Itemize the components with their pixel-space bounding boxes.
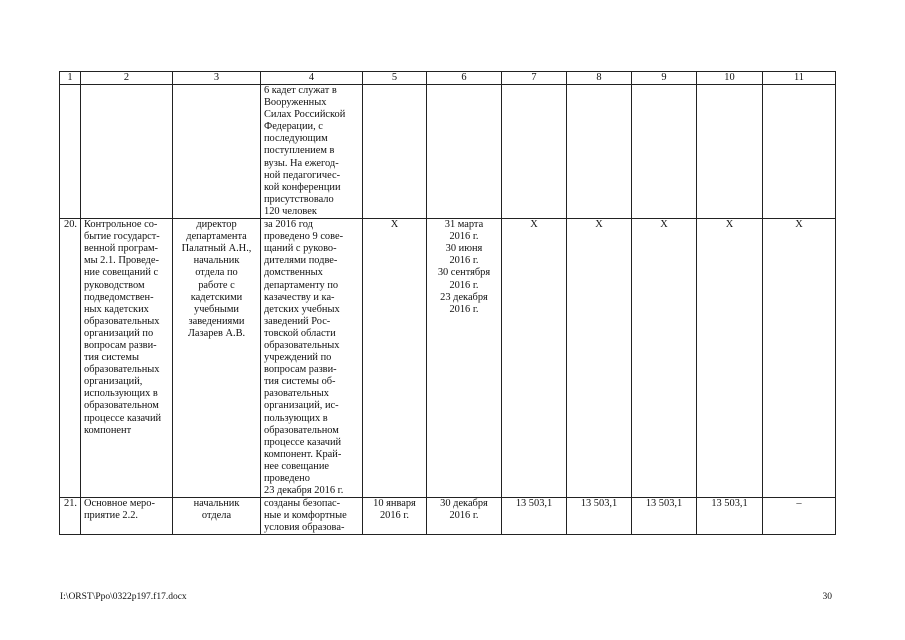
- table-cell: [632, 85, 697, 219]
- plan-date-cell: Х: [363, 219, 427, 498]
- amount-cell: 13 503,1: [567, 498, 632, 535]
- column-number: 7: [502, 72, 567, 85]
- column-number: 9: [632, 72, 697, 85]
- table-cell: [502, 85, 567, 219]
- amount-cell: 13 503,1: [502, 498, 567, 535]
- responsible-cell: начальник отдела: [173, 498, 261, 535]
- table-cell: [81, 85, 173, 219]
- column-number: 1: [60, 72, 81, 85]
- amount-cell: Х: [632, 219, 697, 498]
- table-row: [60, 85, 836, 219]
- page-number: 30: [822, 592, 832, 602]
- table-cell: [567, 85, 632, 219]
- document-table: [59, 71, 836, 535]
- amount-cell: Х: [502, 219, 567, 498]
- event-name-cell: Контрольное со- бытие государст- венной програм- мы 2.1. Проведе- ние совещаний с руководством подведомствен- ных кадетских образовательных организаций по вопросам разви- тия системы образовательных организаций, использующих в образовательном процессе казачий компонент: [81, 219, 173, 498]
- fact-date-cell: 30 декабря 2016 г.: [427, 498, 502, 535]
- table-row: [60, 498, 836, 535]
- footer-file-path: I:\ORST\Ppo\0322p197.f17.docx: [60, 592, 187, 602]
- table-cell: [60, 85, 81, 219]
- result-cell: 6 кадет служат в Вооруженных Силах Российской Федерации, с последующим поступлением в вузы. На ежегод- ной педагогичес- кой конференции присутствовало 120 человек: [261, 85, 363, 219]
- plan-date-cell: 10 января 2016 г.: [363, 498, 427, 535]
- column-number: 3: [173, 72, 261, 85]
- amount-cell: Х: [763, 219, 836, 498]
- table-row: [60, 219, 836, 498]
- amount-cell: Х: [567, 219, 632, 498]
- table-cell: [697, 85, 763, 219]
- amount-cell: –: [763, 498, 836, 535]
- column-number: 11: [763, 72, 836, 85]
- table-cell: [763, 85, 836, 219]
- column-number: 4: [261, 72, 363, 85]
- column-number: 6: [427, 72, 502, 85]
- column-number: 8: [567, 72, 632, 85]
- amount-cell: Х: [697, 219, 763, 498]
- amount-cell: 13 503,1: [697, 498, 763, 535]
- event-name-cell: Основное меро- приятие 2.2.: [81, 498, 173, 535]
- table-cell: [363, 85, 427, 219]
- table-cell: [173, 85, 261, 219]
- responsible-cell: директор департамента Палатный А.Н., начальник отдела по работе с кадетскими учебными заведениями Лазарев А.В.: [173, 219, 261, 498]
- column-number: 5: [363, 72, 427, 85]
- amount-cell: 13 503,1: [632, 498, 697, 535]
- table-cell: [427, 85, 502, 219]
- result-cell: за 2016 год проведено 9 сове- щаний с руково- дителями подве- домственных департаменту по казачеству и ка- детских учебных заведений Рос- товской области образовательных учреждений по вопросам разви- тия системы об- разовательных организаций, ис- пользующих в образовательном процессе казачий компонент. Край- нее совещание проведено 23 декабря 2016 г.: [261, 219, 363, 498]
- fact-date-cell: 31 марта 2016 г. 30 июня 2016 г. 30 сентября 2016 г. 23 декабря 2016 г.: [427, 219, 502, 498]
- row-number: 20.: [60, 219, 81, 498]
- result-cell: созданы безопас- ные и комфортные условия образова-: [261, 498, 363, 535]
- column-number: 10: [697, 72, 763, 85]
- column-number-row: [60, 72, 836, 85]
- row-number: 21.: [60, 498, 81, 535]
- column-number: 2: [81, 72, 173, 85]
